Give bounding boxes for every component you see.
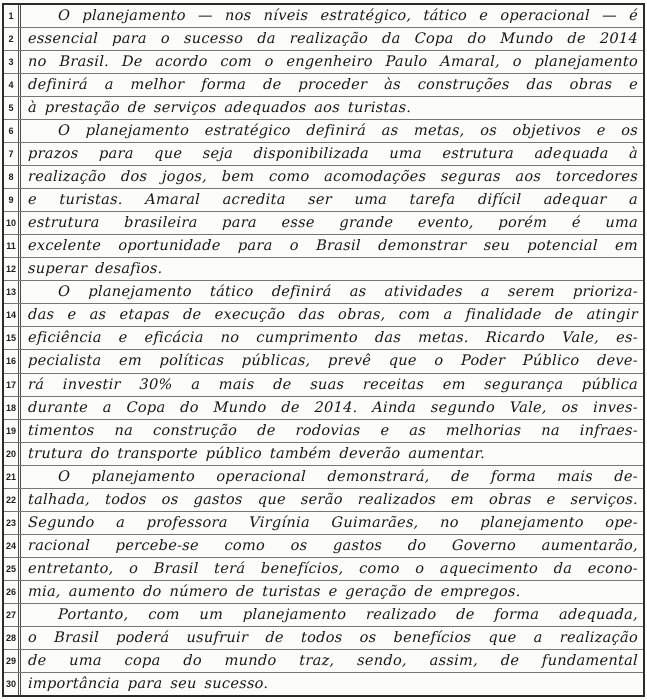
line-number: 27 [4, 604, 21, 626]
line-number: 13 [4, 281, 21, 303]
line-text: pecialista em políticas públicas, prevê que o Poder Público deve- [27, 353, 639, 370]
line-text: O planejamento — nos níveis estratégico, tático e operacional — é [57, 8, 639, 24]
line-number: 12 [4, 258, 21, 280]
line-text: o Brasil poderá usufruir de todos os benefícios que a realização [27, 629, 639, 646]
manuscript-row [4, 143, 643, 166]
line-text: prazos para que seja disponibilizada uma estrutura adequada à [27, 146, 639, 163]
manuscript-row [4, 212, 643, 235]
line-text: durante a Copa do Mundo de 2014. Ainda segundo Vale, os inves- [27, 399, 639, 416]
manuscript-row [4, 397, 643, 420]
line-text: trutura do transporte público também deverão aumentar. [27, 445, 486, 462]
line-text: estrutura brasileira para esse grande evento, porém é uma [27, 215, 639, 232]
line-text: racional percebe-se como os gastos do Governo aumentarão, [27, 537, 639, 554]
manuscript-row [4, 189, 643, 212]
line-text: importância para seu sucesso. [27, 675, 269, 692]
line-text: mia, aumento do número de turistas e geração de empregos. [27, 583, 521, 600]
manuscript-row [4, 327, 643, 350]
manuscript-row [4, 235, 643, 258]
line-number: 17 [4, 374, 21, 396]
line-number: 28 [4, 627, 21, 649]
line-text: essencial para o sucesso da realização da Copa do Mundo de 2014 [27, 31, 639, 48]
line-number: 21 [4, 466, 21, 488]
manuscript-row [4, 51, 643, 74]
line-number: 7 [4, 143, 21, 165]
manuscript-row [4, 627, 643, 650]
manuscript-row [4, 443, 643, 466]
manuscript-row [4, 258, 643, 281]
line-number: 23 [4, 512, 21, 534]
manuscript-row [4, 350, 643, 373]
manuscript-row [4, 466, 643, 489]
manuscript-row [4, 120, 643, 143]
manuscript-row [4, 5, 643, 28]
manuscript-row [4, 28, 643, 51]
line-text: realização dos jogos, bem como acomodações seguras aos torcedores [27, 169, 639, 186]
line-text: Segundo a professora Virgínia Guimarães, no planejamento ope- [27, 514, 639, 531]
line-text: à prestação de serviços adequados aos turistas. [27, 100, 412, 117]
line-text: superar desafios. [27, 261, 163, 278]
line-number: 20 [4, 443, 21, 465]
line-number: 2 [4, 28, 21, 50]
manuscript-row [4, 420, 643, 443]
line-text: O planejamento estratégico definirá as metas, os objetivos e os [57, 123, 639, 140]
line-number: 9 [4, 189, 21, 211]
line-number: 16 [4, 350, 21, 372]
manuscript-row [4, 281, 643, 304]
line-text: e turistas. Amaral acredita ser uma tarefa difícil adequar a [27, 192, 639, 209]
line-number: 15 [4, 327, 21, 349]
line-text: rá investir 30% a mais de suas receitas em segurança pública [27, 376, 639, 393]
line-number: 29 [4, 650, 21, 672]
line-text: no Brasil. De acordo com o engenheiro Paulo Amaral, o planejamento [27, 54, 639, 71]
line-number: 30 [4, 673, 21, 695]
manuscript-row [4, 97, 643, 120]
line-text: Portanto, com um planejamento realizado de forma adequada, [57, 606, 639, 623]
line-number: 1 [4, 5, 21, 27]
line-number: 24 [4, 535, 21, 557]
line-text: O planejamento tático definirá as atividades a serem prioriza- [57, 284, 639, 301]
manuscript-row [4, 166, 643, 189]
line-text: timentos na construção de rodovias e as melhorias na infraes- [27, 422, 639, 439]
manuscript-row [4, 374, 643, 397]
line-number: 6 [4, 120, 21, 142]
line-number: 5 [4, 97, 21, 119]
line-number: 14 [4, 304, 21, 326]
manuscript-row [4, 604, 643, 627]
line-text: excelente oportunidade para o Brasil demonstrar seu potencial em [27, 238, 639, 255]
line-text: das e as etapas de execução das obras, com a finalidade de atingir [27, 307, 639, 324]
line-text: talhada, todos os gastos que serão realizados em obras e serviços. [27, 491, 639, 508]
manuscript-row [4, 489, 643, 512]
line-text: entretanto, o Brasil terá benefícios, como o aquecimento da econo- [27, 560, 639, 577]
line-text: eficiência e eficácia no cumprimento das metas. Ricardo Vale, es- [27, 330, 639, 347]
line-text: O planejamento operacional demonstrará, de forma mais de- [57, 468, 639, 485]
line-number: 11 [4, 235, 21, 257]
line-number: 22 [4, 489, 21, 511]
manuscript-row [4, 650, 643, 673]
ruled-sheet [2, 3, 645, 697]
manuscript-row [4, 535, 643, 558]
line-number: 25 [4, 558, 21, 580]
line-number: 10 [4, 212, 21, 234]
line-number: 19 [4, 420, 21, 442]
manuscript-row [4, 558, 643, 581]
manuscript-row [4, 304, 643, 327]
manuscript-row [4, 512, 643, 535]
line-text: definirá a melhor forma de proceder às construções das obras e [27, 77, 639, 94]
line-number: 8 [4, 166, 21, 188]
line-text: de uma copa do mundo traz, sendo, assim, de fundamental [27, 652, 639, 669]
manuscript-row [4, 673, 643, 695]
manuscript-row [4, 74, 643, 97]
line-number: 3 [4, 51, 21, 73]
line-number: 4 [4, 74, 21, 96]
manuscript-row [4, 581, 643, 604]
line-number: 18 [4, 397, 21, 419]
line-number: 26 [4, 581, 21, 603]
